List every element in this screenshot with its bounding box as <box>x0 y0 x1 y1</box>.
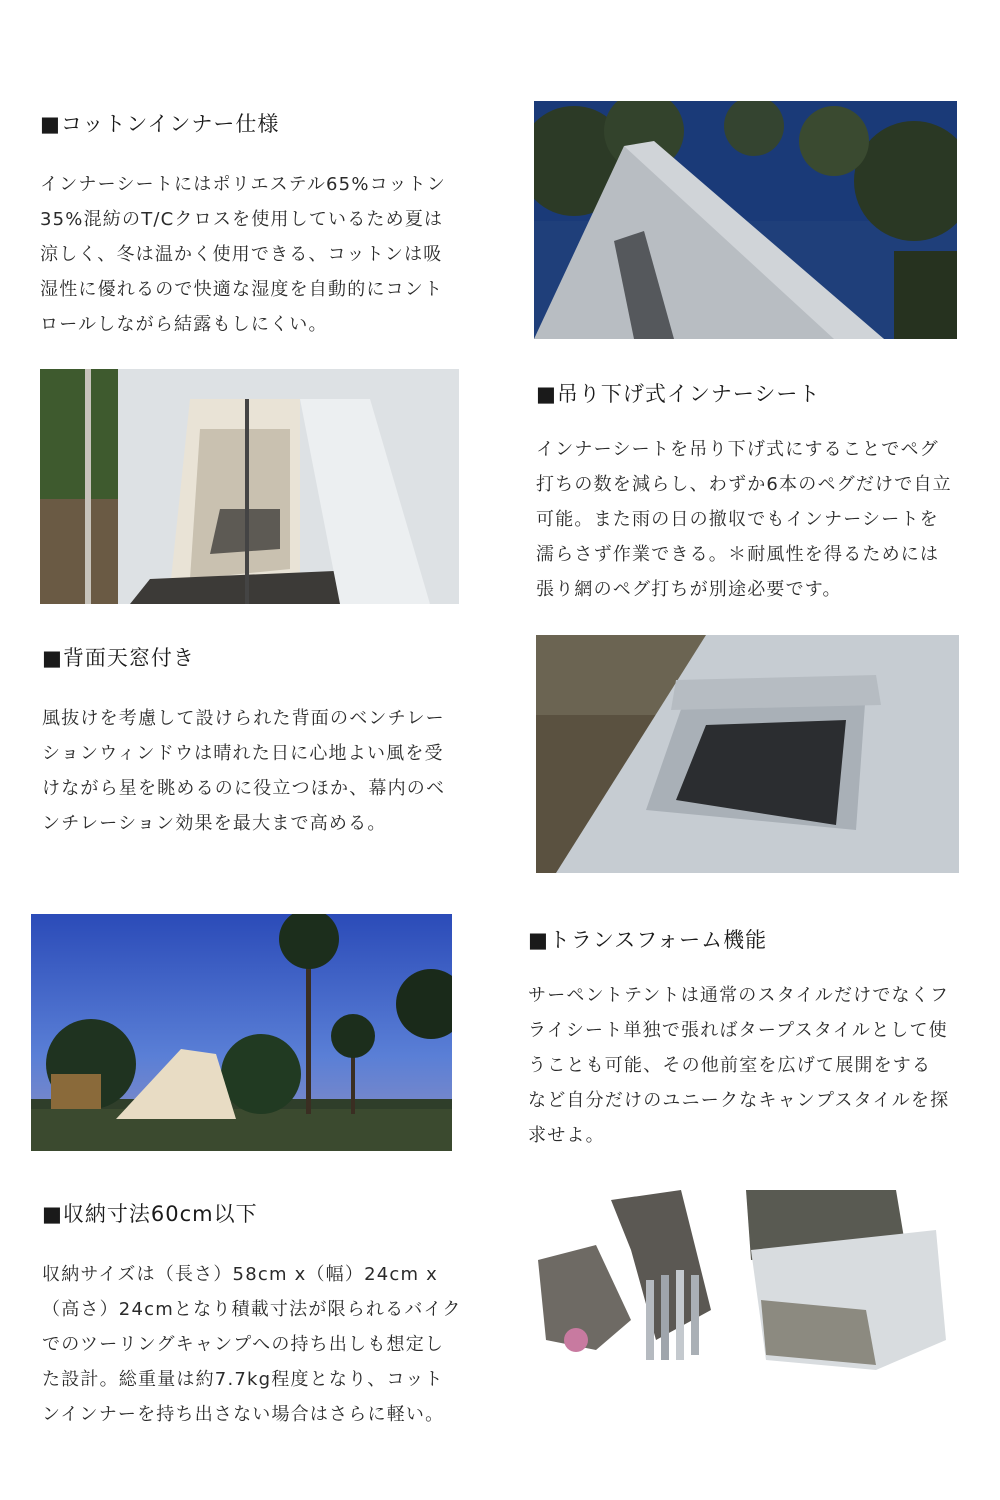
section-text-cotton-inner: インナーシートにはポリエステル65%コットン35%混紡のT/Cクロスを使用しているため夏は涼しく、冬は温かく使用できる、コットンは吸湿性に優れるので快適な湿度を自動的にコントロールしながら結露もしにくい。 <box>40 174 447 335</box>
section-heading-storage-size: ■収納寸法60cm以下 <box>42 1202 258 1226</box>
tent-dusk-palms-photo <box>31 914 452 1151</box>
section-heading-cotton-inner: ■コットンインナー仕様 <box>40 112 280 136</box>
section-heading-back-skylight: ■背面天窓付き <box>42 646 195 670</box>
tent-top-photo <box>534 101 957 339</box>
ventilation-window-photo <box>536 635 959 873</box>
section-text-hanging-inner: インナーシートを吊り下げ式にすることでペグ打ちの数を減らし、わずか6本のペグだけで自立可能。また雨の日の撤収でもインナーシートを濡らさず作業できる。＊耐風性を得るためには張り網のペグ打ちが別途必要です。 <box>536 439 952 600</box>
inner-sheet-photo <box>40 369 459 604</box>
section-text-storage-size: 収納サイズは（長さ）58cm x（幅）24cm x（高さ）24cmとなり積載寸法が限られるバイクでのツーリングキャンプへの持ち出しも想定した設計。総重量は約7.7kg程度となり、コットンインナーを持ち出さない場合はさらに軽い。 <box>42 1264 462 1425</box>
section-text-transform: サーペントテントは通常のスタイルだけでなくフライシート単独で張ればタープスタイルとして使うことも可能、その他前室を広げて展開をするなど自分だけのユニークなキャンプスタイルを探求せよ。 <box>528 985 950 1146</box>
packed-bags-photo <box>536 1190 959 1370</box>
section-text-back-skylight: 風抜けを考慮して設けられた背面のベンチレーションウィンドウは晴れた日に心地よい風を受けながら星を眺めるのに役立つほか、幕内のベンチレーション効果を最大まで高める。 <box>42 708 446 834</box>
section-heading-transform: ■トランスフォーム機能 <box>528 928 768 952</box>
section-heading-hanging-inner: ■吊り下げ式インナーシート <box>536 382 821 406</box>
